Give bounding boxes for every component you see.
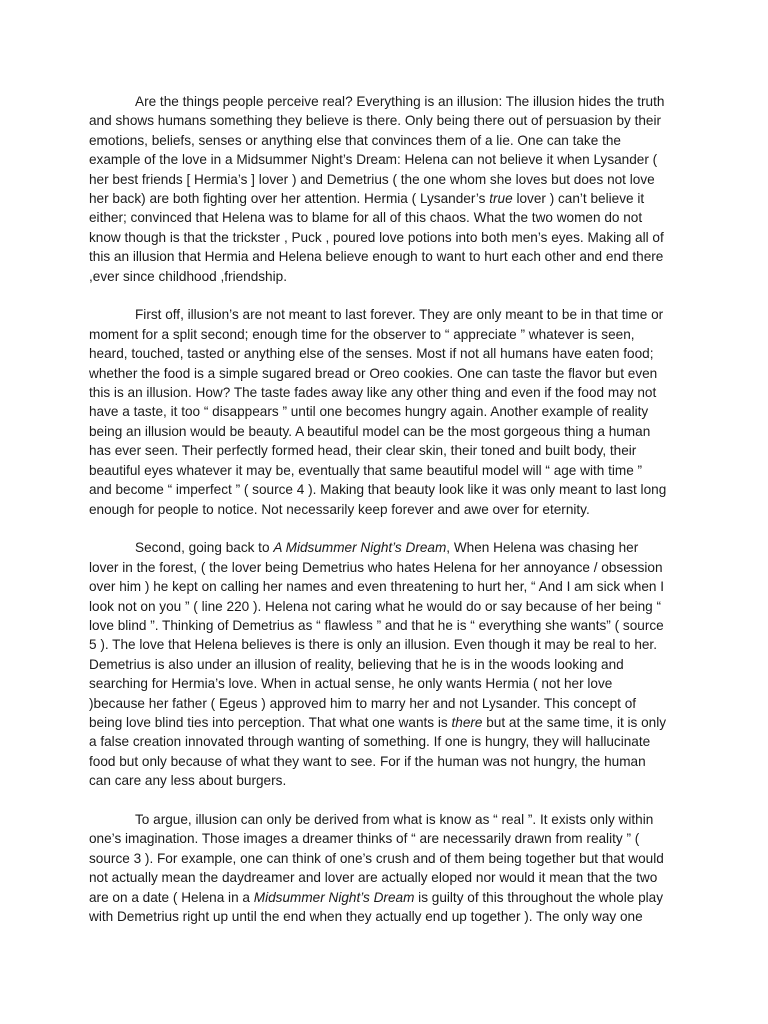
text-line — [89, 325, 689, 344]
text-line — [89, 228, 689, 247]
text-run: this an illusion that Hermia and Helena believe enough to want to hurt each other and end there — [89, 249, 664, 265]
paragraph — [89, 305, 689, 518]
italic-text: A Midsummer Night’s Dream — [273, 540, 447, 556]
text-run: ,ever since childhood ,friendship. — [89, 268, 287, 284]
text-run: a false creation innovated through wanting of something. If one is hungry, they will hallucinate — [89, 734, 651, 750]
text-run: with Demetrius right up until the end when they actually end up together ). The only way one — [89, 909, 643, 925]
text-run: example of the love in a Midsummer Night’s Dream: Helena can not believe it when Lysander ( — [89, 152, 658, 168]
text-run: either; convinced that Helena was to blame for all of this chaos. What the two women do not — [89, 210, 643, 226]
text-line — [89, 655, 689, 674]
text-line — [89, 616, 689, 635]
text-run: and shows humans something they believe is there. Only being there out of persuasion by their — [89, 113, 662, 129]
document-page — [89, 92, 689, 946]
text-run: this is an illusion. How? The taste fades away like any other thing and even if the food may not — [89, 385, 657, 401]
text-line — [89, 92, 689, 111]
text-run: is guilty of this throughout the whole play — [414, 889, 664, 905]
text-run: can care any less about burgers. — [89, 773, 287, 789]
text-line — [89, 208, 689, 227]
text-run: First off, illusion’s are not meant to last forever. They are only meant to be in that time or — [135, 307, 664, 323]
paragraph — [89, 538, 689, 790]
text-run: whether the food is a simple sugared bread or Oreo cookies. One can taste the flavor but even — [89, 365, 658, 381]
text-run: Demetrius is also under an illusion of reality, believing that he is in the woods looking and — [89, 656, 624, 672]
text-line — [89, 771, 689, 790]
text-run: her back) are both fighting over her attention. Hermia ( Lysander’s — [89, 191, 490, 207]
text-run: have a taste, it too “ disappears ” until one becomes hungry again. Another example of reality — [89, 404, 649, 420]
text-run: and become “ imperfect ” ( source 4 ). Making that beauty look like it was only meant to last long — [89, 482, 667, 498]
text-run: being love blind ties into perception. That what one wants is — [89, 714, 452, 730]
text-run: searching for Hermia’s love. When in actual sense, he only wants Hermia ( not her love — [89, 676, 613, 692]
text-run: but at the same time, it is only — [482, 714, 667, 730]
text-run: not actually mean the daydreamer and lover are actually eloped nor would it mean that the two — [89, 870, 658, 886]
text-run: love blind ”. Thinking of Demetrius as “ flawless ” and that he is “ everything she wants” ( source — [89, 617, 664, 633]
text-run: To argue, illusion can only be derived from what is know as “ real ”. It exists only within — [135, 811, 654, 827]
text-line — [89, 500, 689, 519]
paragraph — [89, 92, 689, 286]
text-line — [89, 170, 689, 189]
text-line — [89, 383, 689, 402]
text-line — [89, 305, 689, 324]
text-line — [89, 402, 689, 421]
text-run: Are the things people perceive real? Everything is an illusion: The illusion hides the truth — [135, 94, 665, 109]
text-line — [89, 422, 689, 441]
text-run: source 3 ). For example, one can think of one’s crush and of them being together but that would — [89, 850, 664, 866]
text-run: lover ) can’t believe it — [512, 191, 645, 207]
italic-text: there — [451, 714, 483, 730]
text-run: 5 ). The love that Helena believes is there is only an illusion. Even though it may be real to her. — [89, 637, 657, 653]
text-run: emotions, beliefs, senses or anything else that convinces them of a lie. One can take the — [89, 132, 621, 148]
text-run: her best friends [ Hermia’s ] lover ) and Demetrius ( the one whom she loves but does not love — [89, 171, 655, 187]
text-line — [89, 868, 689, 887]
text-line — [89, 131, 689, 150]
text-run: know though is that the trickster , Puck , poured love potions into both men’s eyes. Making all of — [89, 229, 664, 245]
text-line — [89, 267, 689, 286]
text-run: are on a date ( Helena in a — [89, 889, 254, 905]
text-line — [89, 441, 689, 460]
text-run: lover in the forest, ( the lover being Demetrius who hates Helena for her annoyance / obsession — [89, 559, 663, 575]
text-line — [89, 829, 689, 848]
text-line — [89, 558, 689, 577]
text-run: being an illusion would be beauty. A beautiful model can be the most gorgeous thing a human — [89, 423, 651, 439]
text-line — [89, 752, 689, 771]
text-line — [89, 849, 689, 868]
text-run: heard, touched, tasted or anything else of the senses. Most if not all humans have eaten food; — [89, 346, 654, 362]
text-run: has ever seen. Their perfectly formed head, their clear skin, their toned and built body, their — [89, 443, 637, 459]
text-line — [89, 694, 689, 713]
italic-text: Midsummer Night’s Dream — [253, 889, 415, 905]
text-run: one’s imagination. Those images a dreamer thinks of “ are necessarily drawn from reality ” ( — [89, 831, 640, 847]
text-line — [89, 597, 689, 616]
text-line — [89, 364, 689, 383]
text-line — [89, 344, 689, 363]
text-run: moment for a split second; enough time for the observer to “ appreciate ” whatever is seen, — [89, 326, 635, 342]
text-line — [89, 189, 689, 208]
text-line — [89, 461, 689, 480]
text-run: , When Helena was chasing her — [446, 540, 639, 556]
text-run: enough for people to notice. Not necessarily keep forever and awe over for eternity. — [89, 501, 590, 517]
text-run: beautiful eyes whatever it may be, eventually that same beautiful model will “ age with time ” — [89, 462, 643, 478]
text-run: look not on you ” ( line 220 ). Helena not caring what he would do or say because of her being “ — [89, 598, 662, 614]
text-line — [89, 635, 689, 654]
italic-text: true — [489, 191, 513, 207]
text-run: )because her father ( Egeus ) approved him to marry her and not Lysander. This concept of — [89, 695, 637, 711]
text-line — [89, 713, 689, 732]
text-line — [89, 111, 689, 130]
text-line — [89, 810, 689, 829]
text-line — [89, 732, 689, 751]
text-run: food but only because of what they want to see. For if the human was not hungry, the human — [89, 753, 646, 769]
text-line — [89, 538, 689, 557]
text-line — [89, 888, 689, 907]
text-line — [89, 247, 689, 266]
text-line — [89, 150, 689, 169]
paragraph — [89, 810, 689, 926]
text-run: over him ) he kept on calling her names and even threatening to hurt her, “ And I am sick when I — [89, 579, 665, 595]
text-line — [89, 907, 689, 926]
text-line — [89, 577, 689, 596]
text-line — [89, 480, 689, 499]
text-run: Second, going back to — [135, 540, 274, 556]
text-line — [89, 674, 689, 693]
